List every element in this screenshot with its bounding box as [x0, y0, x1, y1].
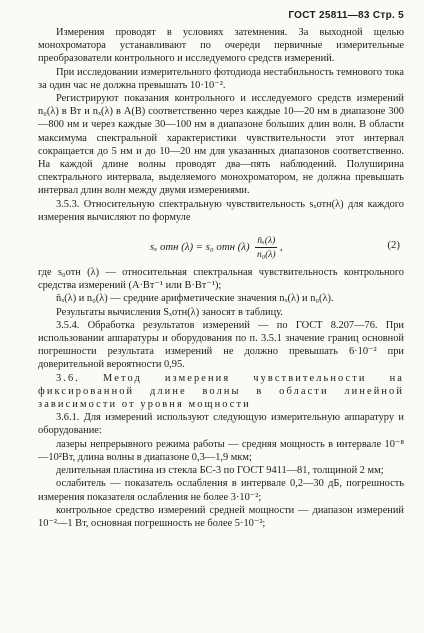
- formula-tail: ,: [280, 241, 283, 254]
- formula-numerator: n̄ₓ(λ): [255, 234, 277, 248]
- list-item-lasers: лазеры непрерывного режима работы — средняя мощность в интервале 10⁻⁸—10²Вт, длина волны в диапазоне 0,3—1,9 мкм;: [38, 438, 404, 463]
- paragraph-where-s0: где s₀отн (λ) — относительная спектральная чувствительность контрольного средства измерений (А·Вт⁻¹ или В·Вт⁻¹);: [38, 267, 404, 292]
- formula-2: [38, 226, 404, 262]
- section-heading-3-6: 3.6. Метод измерения чувствительности на фиксированной длине волны в области линейной зависимости от уровня мощности: [38, 372, 404, 411]
- paragraph-means: n̄ₓ(λ) и n₀(λ) — средние арифметические значения nₓ(λ) и n₀(λ).: [56, 293, 334, 305]
- paragraph-3-6-1: 3.6.1. Для измерений используют следующую измерительную аппаратуру и оборудование:: [38, 412, 404, 437]
- formula-lhs: sₓ отн (λ) = s₀ отн (λ): [150, 241, 250, 254]
- paragraph-register-readings: Регистрируют показания контрольного и исследуемого средств измерений n₀(λ) в Вт и nₓ(λ) в A(B) соответственно через каждые 10—20 нм в диапазоне 300—800 нм и через каждые 30—100 нм в диапазоне больших длин волн. В области максимума спектральной характеристики чувствительности этот интервал сокращается до 5 нм и до 10—20 нм для указанных диапазонов соответственно. На каждой длине волны проводят два—пять наблюдений. Полуширина спектрального интервала, выделяемого монохроматором, не должна превышать интервал длин волн между двумя измерениями.: [38, 93, 404, 197]
- page-header: ГОСТ 25811—83 Стр. 5: [288, 10, 404, 21]
- formula-fraction: [255, 234, 277, 261]
- document-body: [38, 26, 404, 530]
- paragraph-results-table: Результаты вычисления Sₓотн(λ) заносят в таблицу.: [56, 306, 283, 318]
- paragraph-measurement-conditions: Измерения проводят в условиях затемнения. За выходной щелью монохроматора устанавливают по очереди первичные измерительные преобразователи контрольного и исследуемого средств измерений.: [38, 27, 404, 65]
- formula-number: (2): [387, 239, 400, 252]
- list-item-reference-meter: контрольное средство измерений средней мощности — диапазон измерений 10⁻²—1 Вт, основная погрешность не более 5·10⁻²;: [38, 504, 404, 529]
- paragraph-3-5-4: 3.5.4. Обработка результатов измерений — по ГОСТ 8.207—76. При использовании аппаратуры и оборудования по п. 3.5.1 значение границ основной погрешности результата измерений не должно превышать 6·10⁻² при доверительной вероятности 0,95.: [38, 319, 404, 371]
- paragraph-3-5-3: 3.5.3. Относительную спектральную чувствительность sₓотн(λ) для каждого измерения вычисляют по формуле: [38, 198, 404, 223]
- paragraph-dark-current: При исследовании измерительного фотодиода нестабильность темнового тока за один час не должна превышать 10·10⁻².: [38, 66, 404, 91]
- list-item-attenuator: ослабитель — показатель ослабления в интервале 0,2—30 дБ, погрешность измерения показателя ослабления не более 3·10⁻²;: [38, 478, 404, 503]
- formula-denominator: n₀(λ): [256, 249, 276, 261]
- list-item-beam-splitter: делительная пластина из стекла БС-3 по ГОСТ 9411—81, толщиной 2 мм;: [56, 465, 384, 477]
- formula-expression: [150, 234, 283, 261]
